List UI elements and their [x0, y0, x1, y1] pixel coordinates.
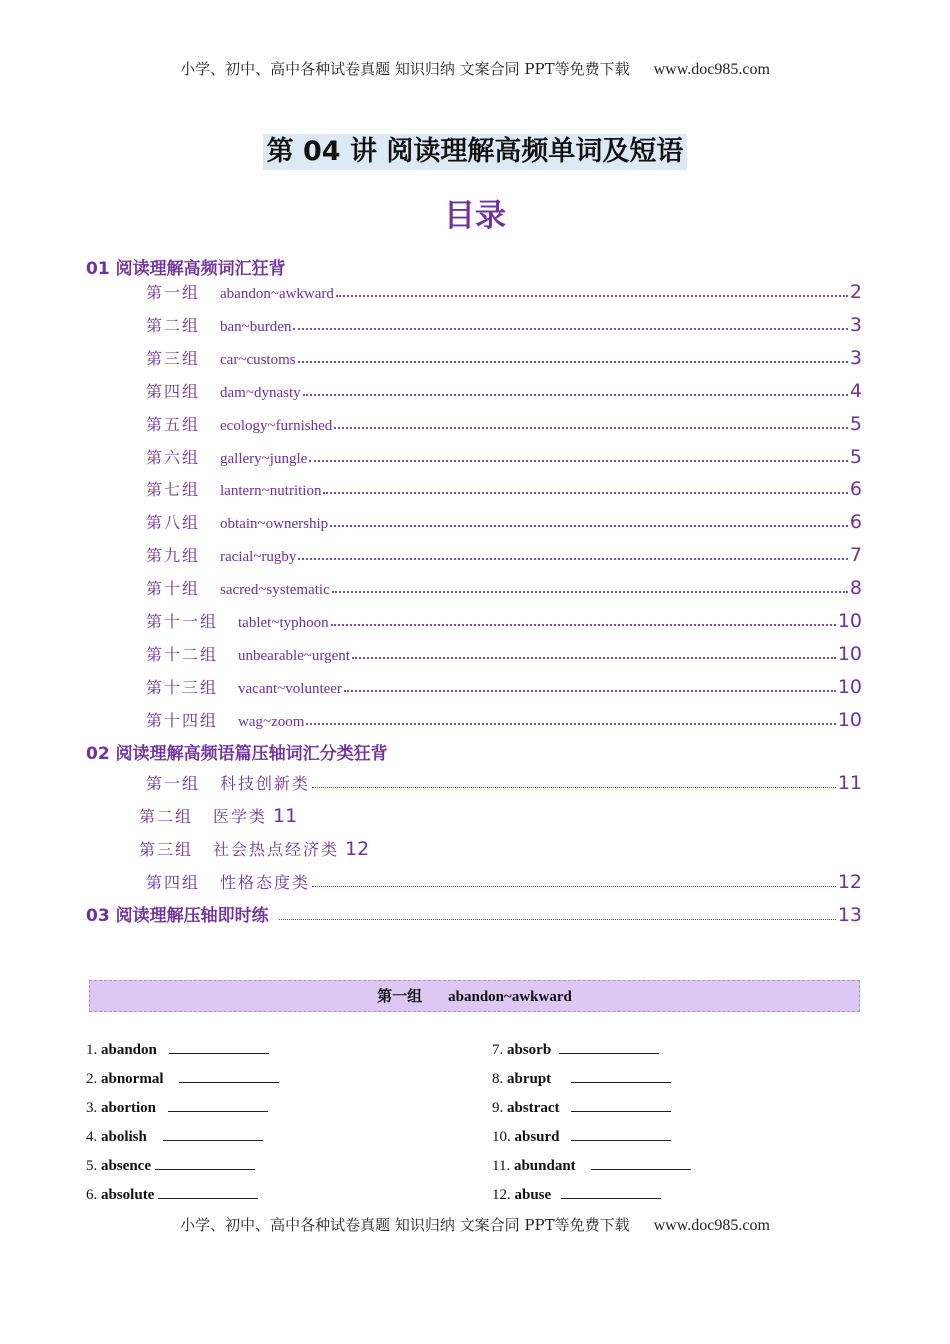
toc-page-number: 13 — [837, 904, 862, 926]
toc-word-range: obtain~ownership — [220, 516, 329, 532]
toc-word-range: unbearable~urgent — [238, 648, 350, 664]
vocab-item — [86, 1187, 258, 1204]
toc-entry-2-1[interactable] — [146, 768, 862, 794]
toc-entry-1-3[interactable] — [146, 343, 862, 369]
vocab-word: abrupt — [507, 1071, 552, 1087]
toc-entry-2-3[interactable] — [139, 834, 369, 860]
toc-word-range: dam~dynasty — [220, 385, 301, 401]
toc-group-label: 第三组 — [146, 349, 201, 368]
vocab-word: absence — [101, 1158, 151, 1174]
vocab-number: 8. — [492, 1071, 504, 1087]
toc-word-range: racial~rugby — [220, 549, 297, 565]
toc-entry-1-12[interactable] — [146, 639, 862, 665]
vocab-word: abandon — [101, 1042, 157, 1058]
toc-section-01[interactable]: 01 阅读理解高频词汇狂背 — [86, 259, 286, 279]
answer-blank[interactable] — [155, 1158, 255, 1170]
toc-category: 性格态度类 — [220, 873, 311, 892]
toc-entry-1-9[interactable] — [146, 540, 862, 566]
vocab-word: abortion — [101, 1100, 157, 1116]
answer-blank[interactable] — [571, 1129, 671, 1141]
vocab-number: 4. — [86, 1129, 98, 1145]
answer-blank[interactable] — [163, 1129, 263, 1141]
vocab-number: 2. — [86, 1071, 98, 1087]
toc-category: 科技创新类 — [220, 774, 311, 793]
toc-page-number: 10 — [837, 610, 862, 632]
vocab-word: absurd — [514, 1129, 560, 1145]
toc-page-number: 3 — [849, 314, 862, 336]
dot-leader — [352, 657, 836, 659]
toc-group-label: 第二组 — [139, 807, 194, 826]
vocab-number: 5. — [86, 1158, 98, 1174]
vocab-item — [86, 1100, 268, 1117]
toc-group-label: 第八组 — [146, 513, 201, 532]
toc-page-number: 2 — [849, 281, 862, 303]
dot-leader — [298, 361, 848, 363]
answer-blank[interactable] — [179, 1071, 279, 1083]
toc-page-number: 6 — [849, 478, 862, 500]
answer-blank[interactable] — [559, 1042, 659, 1054]
dot-leader — [331, 624, 836, 626]
toc-group-label: 第一组 — [146, 283, 201, 302]
answer-blank[interactable] — [571, 1100, 671, 1112]
vocab-item — [492, 1158, 691, 1175]
dot-leader — [344, 690, 836, 692]
dot-leader — [336, 295, 848, 297]
toc-word-range: vacant~volunteer — [238, 681, 342, 697]
vocab-number: 9. — [492, 1100, 504, 1116]
toc-entry-1-1[interactable] — [146, 277, 862, 303]
toc-page-number: 3 — [849, 347, 862, 369]
toc-entry-1-4[interactable] — [146, 376, 862, 402]
toc-word-range: sacred~systematic — [220, 582, 330, 598]
toc-entry-1-6[interactable] — [146, 442, 862, 468]
toc-group-label: 第一组 — [146, 774, 201, 793]
toc-word-range: ecology~furnished — [220, 418, 333, 434]
toc-page-number: 5 — [849, 413, 862, 435]
vocab-word: absorb — [507, 1042, 552, 1058]
toc-word-range: gallery~jungle — [220, 451, 308, 467]
vocab-number: 3. — [86, 1100, 98, 1116]
vocab-item — [86, 1042, 269, 1059]
vocab-item — [86, 1129, 263, 1146]
toc-entry-2-4[interactable] — [146, 867, 862, 893]
dot-leader — [293, 328, 847, 330]
vocab-item — [492, 1071, 671, 1088]
toc-entry-1-14[interactable] — [146, 705, 862, 731]
page-title: 第 04 讲 阅读理解高频单词及短语 — [0, 134, 950, 170]
answer-blank[interactable] — [591, 1158, 691, 1170]
toc-section-02[interactable]: 02 阅读理解高频语篇压轴词汇分类狂背 — [86, 744, 388, 764]
toc-entry-2-2[interactable] — [139, 801, 297, 827]
toc-group-label: 第十四组 — [146, 711, 219, 730]
answer-blank[interactable] — [169, 1042, 269, 1054]
toc-group-label: 第五组 — [146, 415, 201, 434]
footer-site[interactable]: www.doc985.com — [653, 1217, 770, 1234]
vocab-item — [492, 1129, 671, 1146]
toc-page-number: 10 — [837, 709, 862, 731]
toc-group-label: 第二组 — [146, 316, 201, 335]
dot-leader — [332, 591, 848, 593]
toc-section-03[interactable] — [86, 900, 862, 926]
toc-group-label: 第七组 — [146, 480, 201, 499]
toc-word-range: abandon~awkward — [220, 286, 334, 302]
toc-page-number: 10 — [837, 676, 862, 698]
vocab-word: abnormal — [101, 1071, 164, 1087]
vocab-item — [86, 1071, 279, 1088]
dot-leader — [312, 886, 836, 887]
page-header — [0, 58, 950, 79]
footer-text: 小学、初中、高中各种试卷真题 知识归纳 文案合同 PPT等免费下载 — [180, 1216, 630, 1234]
toc-word-range: lantern~nutrition — [220, 483, 322, 499]
vocab-word: abuse — [514, 1187, 552, 1203]
dot-leader — [306, 723, 835, 725]
header-text: 小学、初中、高中各种试卷真题 知识归纳 文案合同 PPT等免费下载 — [180, 60, 630, 78]
toc-group-label: 第四组 — [146, 382, 201, 401]
vocab-number: 10. — [492, 1129, 511, 1145]
group-banner — [89, 980, 860, 1012]
toc-page-number: 11 — [273, 805, 298, 827]
vocab-number: 12. — [492, 1187, 511, 1203]
toc-entry-1-2[interactable] — [146, 310, 862, 336]
toc-word-range: wag~zoom — [238, 714, 305, 730]
toc-group-label: 第四组 — [146, 873, 201, 892]
toc-section-label: 03 阅读理解压轴即时练 — [86, 906, 269, 926]
answer-blank[interactable] — [571, 1071, 671, 1083]
toc-group-label: 第六组 — [146, 448, 201, 467]
answer-blank[interactable] — [158, 1187, 258, 1199]
toc-entry-1-5[interactable] — [146, 409, 862, 435]
toc-group-label: 第十二组 — [146, 645, 219, 664]
toc-page-number: 5 — [849, 446, 862, 468]
toc-page-number: 4 — [849, 380, 862, 402]
toc-page-number: 10 — [837, 643, 862, 665]
dot-leader — [312, 787, 836, 788]
vocab-word: abolish — [101, 1129, 147, 1145]
toc-group-label: 第三组 — [139, 840, 194, 859]
toc-entry-1-13[interactable] — [146, 672, 862, 698]
toc-group-label: 第十一组 — [146, 612, 219, 631]
toc-page-number: 8 — [849, 577, 862, 599]
toc-word-range: ban~burden — [220, 319, 292, 335]
toc-word-range: car~customs — [220, 352, 296, 368]
vocab-item — [492, 1100, 671, 1117]
toc-entry-1-10[interactable] — [146, 573, 862, 599]
toc-group-label: 第十组 — [146, 579, 201, 598]
dot-leader — [279, 919, 836, 920]
vocab-item — [86, 1158, 255, 1175]
vocab-number: 11. — [492, 1158, 511, 1174]
toc-group-label: 第十三组 — [146, 678, 219, 697]
vocab-item — [492, 1187, 661, 1204]
header-site[interactable]: www.doc985.com — [653, 61, 770, 78]
toc-category: 医学类 — [213, 807, 268, 826]
toc-heading: 目录 — [444, 198, 506, 234]
vocab-number: 1. — [86, 1042, 98, 1058]
dot-leader — [303, 394, 848, 396]
toc-category: 社会热点经济类 — [213, 840, 340, 859]
toc-group-label: 第九组 — [146, 546, 201, 565]
dot-leader — [298, 558, 847, 560]
toc-entry-1-7[interactable] — [146, 474, 862, 500]
toc-entry-1-11[interactable] — [146, 606, 862, 632]
toc-page-number: 12 — [345, 838, 370, 860]
page-footer — [0, 1214, 950, 1235]
dot-leader — [323, 492, 847, 494]
dot-leader — [330, 525, 848, 527]
answer-blank[interactable] — [168, 1100, 268, 1112]
toc-page-number: 11 — [837, 772, 862, 794]
vocab-word: abundant — [513, 1158, 576, 1174]
toc-word-range: tablet~typhoon — [238, 615, 329, 631]
vocab-item — [492, 1042, 659, 1059]
toc-page-number: 7 — [849, 544, 862, 566]
answer-blank[interactable] — [561, 1187, 661, 1199]
vocab-word: absolute — [101, 1187, 155, 1203]
toc-page-number: 6 — [849, 511, 862, 533]
toc-entry-1-8[interactable] — [146, 507, 862, 533]
toc-page-number: 12 — [837, 871, 862, 893]
banner-group: 第一组 — [377, 987, 423, 1005]
vocab-number: 7. — [492, 1042, 504, 1058]
banner-range: abandon~awkward — [448, 989, 572, 1005]
dot-leader — [309, 460, 848, 462]
vocab-number: 6. — [86, 1187, 98, 1203]
dot-leader — [334, 427, 848, 429]
vocab-word: abstract — [507, 1100, 560, 1116]
